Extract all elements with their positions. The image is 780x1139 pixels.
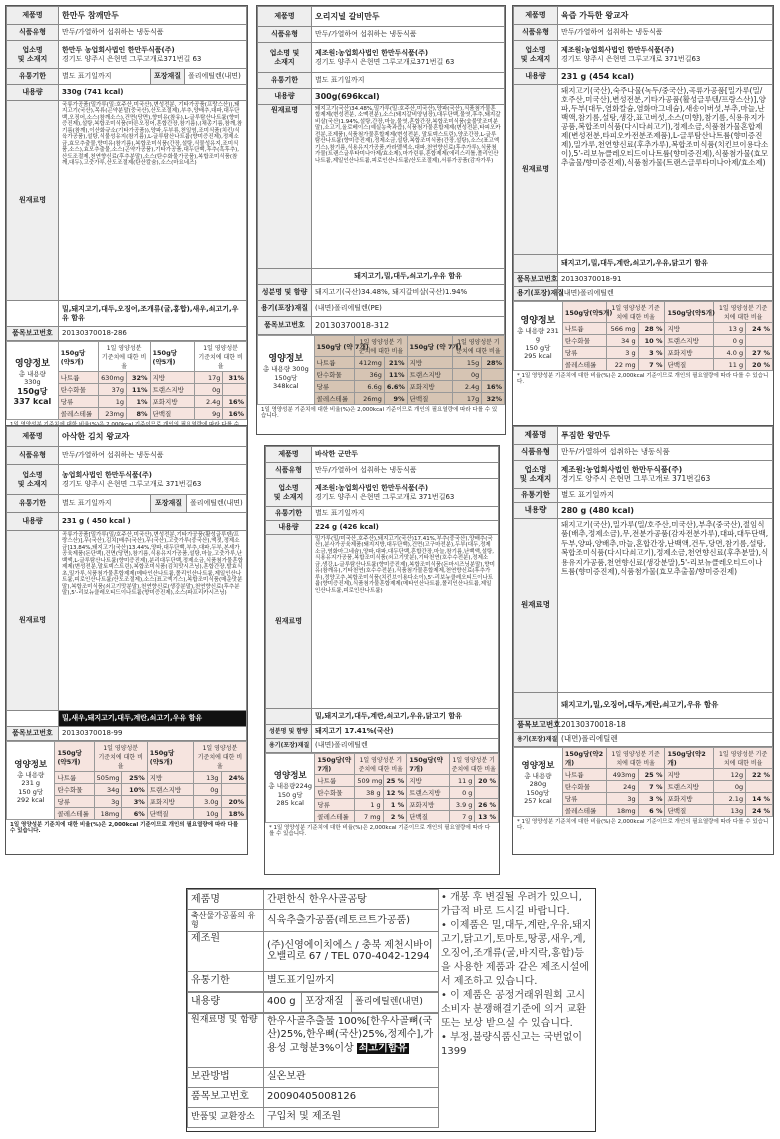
expiry-value: 별도 표기일까지	[558, 489, 773, 503]
label-panel-4	[5, 425, 248, 855]
product-name-label: 제품명	[514, 427, 558, 445]
nutr-col2-note: 1일 영양성분 기준치에 대한 비율	[714, 748, 773, 769]
type-label: 식품유형	[514, 445, 558, 461]
maker-address: 경기도 양주시 은현면 그루고개로 371번길63	[561, 473, 711, 483]
ingredients-text: 돼지고기(국산),숙주나물(녹두/중국산),곡류가공품[밀가루(밀/호주산,미국산),변성전분,기타가공품(활성글루텐/프랑스산)],양파,두부(대두,염화칼슘,염화마그네슘),새송이버섯,부추,마늘,난백액,참기름,설탕,생강,표고버섯,소스(미향),참기름,식용유지가공품,복합조미식품(다시다쇠고기),정제소금,식품첨가물혼합제제(변성전분,타피오카전분조제품),L-글루탐산나트륨(향미증진제),밀가루,천연향신료(후추가루),복합조미식품(치킨브이용다소이),5'-리보뉴클레오티드이나트륨(향미증진제),식품첨가물(효모추출물/향미증진제),식품첨가물(트랜스글루타미나아제/효소제)	[558, 85, 773, 255]
type-label: 식품유형	[514, 25, 558, 41]
product-name: 육즙 가득한 왕교자	[558, 7, 773, 25]
type-value: 만두/가열하여 섭취하는 냉동식품	[312, 463, 499, 479]
report-number: 20130370018-99	[59, 727, 247, 741]
type-label: 식품유형	[7, 25, 59, 41]
main-ingredient-value: 돼지고기(국산)34.48%, 돼지갈비살(국산)1.94%	[312, 285, 505, 301]
nutrition-note: 1일 영양성분 기준치에 대한 비율(%)은 2,000kcal 기준이므로 개인의 필요열량에 따라 다를 수 있습니다.	[10, 822, 239, 835]
maker-name: 제조원:농업회사법인 한만두식품(주)	[561, 46, 675, 55]
maker-label: 업소명 및 소재지	[514, 461, 558, 489]
nutr-row: 당류 3 g 3 % 포화지방 4.0 g 27 %	[514, 347, 773, 359]
info-value: 식육추출가공품(레토르트가공품)	[264, 910, 439, 932]
product-name-label: 제품명	[258, 7, 312, 27]
nutrition-note: * 1일 영양성분 기준치에 대한 비율(%)은 2,000kcal 기준이므로 개인의 필요열량에 따라 다를 수 있습니다.	[269, 825, 491, 838]
nutrition-title: 영양정보	[14, 358, 50, 369]
nutrition-note: 1일 영양성분 기준치에 대한 비율(%)은 2,000kcal 기준이므로 개인의 필요열량에 따라 다를 수 있습니다.	[261, 407, 498, 420]
maker-name: 제조원:농업회사법인 한만두식품(주)	[561, 464, 683, 474]
qty-label: 내용량	[514, 69, 558, 85]
info-value: 실온보관	[264, 1067, 439, 1087]
nutr-col2-note: 1일 영양성분 기준치에 대한 비율	[193, 742, 246, 772]
ingredients-label: 원재료명	[258, 105, 312, 269]
report-number: 20130370018-18	[558, 719, 773, 733]
maker-label: 업소명 및 소재지	[266, 479, 312, 507]
allergen-text: 밀,돼지고기,대두,오징어,조개류(굴,홍합),새우,쇠고기,우유 함유	[59, 301, 247, 327]
nutr-row: 나트륨 505mg 25% 지방 13g 24%	[7, 772, 247, 784]
ingredients-text: 돼지고기(국산)34.48%,밀가루(밀:호주산,미국산),양파(국산),식품첨가물혼합제제(변성전분, 소맥전분),소스(돼지갈비양념장),대두단백,물엿,후추,돼지갈비살(국산)1.94%,설탕,간장,마늘,물엿,혼합간장,복합조미식품(숯불맛조미분말),소고기,올로베이스(예실농축과즙),식품첨가물혼합제제(변성전분,타피오카전분,조제품),식품첨가물혼합제제(변성전분, 말토덱스트린),양조간장,L-글루탐산나트륨(향미증진제),정제소금,설탕,복합조미식품(간장,설탕),소스(표고엑기스),참기름,식용유지가공품,카라멜색소,대파,천연향신료(후추가루),식품첨가물(트랜스글루타미나아제/효소제),마가린류,혼합제제(에리스리톨,폴리인산나트륨,제일인산나트륨,피로인산나트륨/산도조절제),서류가공품(감자가루)	[312, 105, 505, 269]
nutrition-table	[265, 753, 499, 823]
nutrition-title: 영양정보	[268, 353, 304, 364]
product-name-label: 제품명	[7, 7, 59, 25]
nutrition-total: 총 내용량 300g 150g당 348kcal	[262, 364, 309, 390]
nutrition-total: 총 내용량 280g 150g당 257 kcal	[524, 772, 552, 805]
qty-label: 내용량	[514, 503, 558, 519]
qty-value: 300g(696kcal)	[312, 89, 505, 105]
nutr-col2-head: 150g당 (약5개)	[150, 342, 195, 372]
label-panel-7	[186, 888, 596, 1132]
allergen-text: 밀,돼지고기,대두,계란,쇠고기,우유,닭고기 함유	[312, 709, 499, 725]
expiry-value: 별도 표기일까지	[59, 69, 151, 85]
nutr-row: 콜레스테롤 18mg 6 % 단백질 13g 24 %	[514, 805, 773, 817]
ingredients-label: 원재료명	[514, 519, 558, 693]
nutr-row: 탄수화물 24g 7 % 트랜스지방 0g	[514, 781, 773, 793]
nutr-row: 나트륨 493mg 25 % 지방 12g 22 %	[514, 769, 773, 781]
note-item: • 부정,불량식품신고는 국번없이 1399	[441, 1032, 583, 1057]
nutr-col2-head: 150g당(약5개)	[665, 302, 714, 323]
ingredients-label: 원재료명	[266, 535, 312, 709]
nutr-col1-note: 1일 영양성분 기준치에 대한 비율	[98, 342, 150, 372]
product-name: 아삭한 김치 왕교자	[59, 427, 247, 447]
nutr-col1-note: 1일 영양성분 기준치에 대한 비율	[355, 336, 407, 357]
nutr-col1-head: 150g당(약7개)	[315, 754, 355, 775]
nutrition-title: 영양정보	[520, 315, 556, 326]
allergen-text: 돼지고기,밀,대두,계란,쇠고기,우유,닭고기 함유	[558, 255, 773, 273]
nutr-row: 콜레스테롤 26mg 9% 단백질 17g 32%	[258, 393, 505, 405]
product-name: 바삭한 군만두	[312, 447, 499, 463]
label-panel-1	[5, 5, 248, 435]
pack-value: (내면)폴리에틸렌(PE)	[312, 301, 505, 317]
ingredients-label: 원재료명	[7, 101, 59, 301]
product-name-label: 제품명	[514, 7, 558, 25]
nutr-row: 나트륨 630mg 32% 지방 17g 31%	[7, 372, 247, 384]
expiry-label: 유통기한	[258, 73, 312, 89]
nutr-row: 탄수화물 38 g 12 % 트랜스지방 0 g	[266, 787, 499, 799]
info-label: 제품명	[188, 890, 264, 910]
qty-label: 내용량	[7, 513, 59, 531]
ingredients-text: 국류가공품(밀가루(밀:호주산,미국산),변성전분, 기타가공품(프랑스산)),돼지고기(국산),목류(곤약분말(중국산),산도조절제),부추,양배추,대파,대두단백,오징어,소스(참깨소스),건면(당면),향미유(참유),L-글루탐산나트륨(향미증진제),설탕,복합조미식품(마른오징어,혼합간장,참기름),(채종기름,참깨,참기름(참깨),이산화규소(기타가공품)),양파,두부류,천일염,조미식품(치킨/식육가공품),설탕,식물성유지(참기름),L-글루탐산나트륨(향미증진제),정제소금,효모추출물,향미유(참기름),복합조미식품(간장,설탕,식물성유지,조미식품,소스),효모추출물,소스(곤약가공품),기타가공품,대두단백,후추(흑후추),산도조절제,천연향신료(후추분말),소스(탄수화물가공품),복합조미식품(참깨,대두),고춧가루,산도조절제(탄산칼슘),소스(마요네즈)	[59, 101, 247, 301]
nutr-row: 탄수화물 34 g 10 % 트랜스지방 0 g	[514, 335, 773, 347]
qty-value: 330g (741 kcal)	[59, 85, 247, 101]
nutr-row: 당류 3g 3% 포화지방 3.0g 20%	[7, 796, 247, 808]
nutr-row: 당류 1 g 1 % 포화지방 3.9 g 26 %	[266, 799, 499, 811]
nutrition-total: 총 내용량 231 g 150 g당 295 kcal	[517, 326, 559, 360]
main-ingredient-label: 성분명 및 함량	[266, 725, 312, 739]
pack-label: 포장재질	[150, 495, 186, 513]
info-value: (주)신영에이치에스 / 충북 제천시바이오밸리로 67 / TEL 070-4042-1294	[264, 931, 439, 971]
pack-label: 포장재질	[302, 992, 352, 1012]
report-label: 품목보고번호	[7, 727, 59, 741]
ingredients-text: 곡류가공품[밀가루(밀/호주산,미국산),변성전분,기타가공품(활성글루텐/프랑스산)],무(국산),김치[배추(국산),무(국산),고춧가루(중국산),액젓,정제소금]13.84%,돼지고기(국산)13.44%,양파,대두단백,부추,대파,두부,본셰가공육제품(돈단백),건면(당면),참기름,식용유지가공품,설탕,마늘,고춧가루,난백액,L-글루탐산나트륨(향미증진제),분리대두단백,정제소금,식품첨가물혼합제제(변성전분,말토덱스트린),복합조미식품(김치맛시즈닝),혼합간장,발효식초,밀가루,식품첨가물혼합제제(메타인산나트륨,폴리인산나트륨,제일인산나트륨,피로인산나트륨/산도조절제),소스(표고엑기스),복합조미식품(매운맛분말),복합조미식품(쇠고기맛분말),천연향신료(생강분말),천연향신료(후추분말),5'-리보뉴클레오티드이나트륨(향미증진제),소스(파프리카시즈닝)	[59, 531, 247, 711]
qty-label: 내용량	[188, 992, 264, 1012]
nutr-col2-note: 1일 영양성분 기준치에 대한 비율	[449, 754, 498, 775]
report-number: 20130370018-286	[59, 327, 247, 341]
nutr-row: 콜레스테롤 18mg 6% 단백질 10g 18%	[7, 808, 247, 820]
pack-label: 용기(포장)재질	[266, 739, 312, 753]
product-name-label: 제품명	[7, 427, 59, 447]
expiry-label: 유통기한	[7, 495, 59, 513]
qty-value: 400 g	[264, 992, 302, 1012]
product-name: 오리지널 갈비만두	[312, 7, 505, 27]
nutrition-table	[513, 747, 773, 817]
info-label: 제조원	[188, 931, 264, 971]
nutr-col1-note: 1일 영양성분 기준치에 대한 비율	[355, 754, 407, 775]
nutrition-table	[6, 341, 247, 420]
info-value: 구입처 및 제조원	[264, 1107, 439, 1127]
nutrition-table	[257, 335, 505, 405]
note-item: • 이제품은 밀,대두,계란,우유,돼지고기,닭고기,토마토,땅콩,새우,게,오징어,조개류(굴,바지락,홍합)등을 사용한 제품과 같은 제조시설에서 제조하고 있습니다.	[441, 920, 592, 987]
nutr-row: 나트륨 412mg 21% 지방 15g 28%	[258, 357, 505, 369]
nutr-col2-note: 1일 영양성분 기준치에 대한 비율	[452, 336, 504, 357]
main-ingredient-label: 성분명 및 함량	[258, 285, 312, 301]
maker-label: 업소명 및 소재지	[258, 43, 312, 73]
maker-label: 업소명 및 소재지	[514, 41, 558, 69]
report-number: 20130370018-312	[312, 317, 505, 335]
nutrition-note: * 1일 영양성분 기준치에 대한 비율(%)은 2,000kcal 기준이므로 개인의 필요열량에 따라 다를 수 있습니다.	[517, 819, 769, 832]
report-label: 품목보고번호	[514, 719, 558, 733]
pack-label: 용기(포장)재질	[514, 733, 558, 747]
nutrition-serving: 150g당 337 kcal	[13, 386, 52, 406]
report-number: 20130370018-91	[558, 273, 773, 287]
type-value: 만두/가열하여 섭취하는 냉동식품	[59, 447, 247, 465]
type-value: 만두/가열하여 섭취하는 냉동식품	[59, 25, 247, 41]
allergen-text: 밀,새우,돼지고기,대두,계란,쇠고기,우유 함유	[59, 711, 247, 727]
qty-value: 224 g (426 kcal)	[312, 521, 499, 535]
pack-label: 용기(포장)재질	[258, 301, 312, 317]
main-ingredient-value: 돼지고기 17.41%(국산)	[312, 725, 499, 739]
pack-value: (내면)폴리에틸렌	[558, 733, 773, 747]
nutr-row: 탄수화물 34g 10% 트랜스지방 0g	[7, 784, 247, 796]
qty-label: 내용량	[7, 85, 59, 101]
nutr-row: 당류 1g 1% 포화지방 2.4g 16%	[7, 396, 247, 408]
maker-label: 업소명 및 소재지	[7, 465, 59, 495]
type-value: 만두/가열하여 섭취하는 냉동식품	[558, 25, 773, 41]
ingredients-text: 한우사골추출물 100%[한우사골뼈(국산)25%,한우뼈(국산)25%,정제수],가용성 고형분3%이상	[267, 1015, 434, 1054]
info-value: 간편한식 한우사골곰탕	[264, 890, 439, 910]
label-panel-2	[256, 5, 506, 435]
nutrition-total: 총 내용량224g 150 g당 285 kcal	[268, 782, 313, 807]
nutr-col1-head: 150g당 (약5개)	[55, 742, 94, 772]
info-value: 별도표기일까지	[264, 971, 439, 991]
label-panel-5	[264, 445, 500, 875]
nutrition-title: 영양정보	[273, 771, 307, 781]
nutr-col1-head: 150g당 (약 7개)	[314, 336, 355, 357]
info-label: 품목보고번호	[188, 1087, 264, 1107]
nutr-col1-head: 150g당(약2개)	[562, 748, 606, 769]
ingredients-label: 원재료명	[7, 531, 59, 711]
nutr-col2-note: 1일 영양성분 기준치에 대한 비율	[195, 342, 247, 372]
nutr-row: 탄수화물 37g 11% 트랜스지방 0g	[7, 384, 247, 396]
expiry-value: 별도 표기일까지	[59, 495, 151, 513]
nutr-col2-note: 1일 영양성분 기준치에 대한 비율	[714, 302, 773, 323]
maker-name: 한만두 농업회사법인 한만두식품(주)	[62, 46, 175, 55]
product-name: 한만두 참깨만두	[59, 7, 247, 25]
qty-value: 231 g ( 450 kcal )	[59, 513, 247, 531]
type-value: 만두/가열하여 섭취하는 냉동식품	[558, 445, 773, 461]
notes-column	[441, 891, 593, 1059]
nutr-col1-head: 150g당(약5개)	[562, 302, 606, 323]
note-item: • 개봉 후 변질될 우려가 있으니, 가급적 바로 드시길 바랍니다.	[441, 892, 582, 917]
maker-name: 제조원:농업회사법인 한만두식품(주)	[315, 49, 429, 58]
report-label: 품목보고번호	[258, 317, 312, 335]
nutr-col2-head: 150g당(약2개)	[665, 748, 714, 769]
nutr-col2-head: 150g당 (약 7개)	[407, 336, 452, 357]
expiry-label: 유통기한	[266, 507, 312, 521]
qty-value: 231 g (454 kcal)	[558, 69, 773, 85]
type-label: 식품유형	[266, 463, 312, 479]
type-label: 식품유형	[7, 447, 59, 465]
label-panel-3	[512, 5, 774, 435]
allergen-text: 쇠고기함유	[358, 1042, 408, 1054]
ingredients-label: 원재료명 및 함량	[188, 1013, 264, 1067]
info-value: 20090405008126	[264, 1087, 439, 1107]
nutr-col2-head: 150g당(약7개)	[407, 754, 449, 775]
nutrition-title: 영양정보	[521, 761, 555, 771]
note-item: • 이 제품은 공정거래위원회 고시 소비자 분쟁해결기준에 의거 교환 또는 보상 받으실 수 있습니다.	[441, 990, 586, 1029]
nutrition-note: * 1일 영양성분 기준치에 대한 비율(%)은 2,000kcal 기준이므로 개인의 필요열량에 따라 다를 수 있습니다.	[517, 373, 769, 386]
allergen-text: 돼지고기,밀,대두,쇠고기,우유 함유	[312, 269, 505, 285]
product-name: 푸짐한 왕만두	[558, 427, 773, 445]
qty-label: 내용량	[258, 89, 312, 105]
nutr-col1-note: 1일 영양성분 기준치에 대한 비율	[606, 302, 665, 323]
info-label: 반품및 교환장소	[188, 1107, 264, 1127]
maker-address: 경기도 양주시 은현면 그루고개로 371번길63	[561, 54, 701, 63]
label-panel-6	[512, 425, 774, 855]
nutrition-total: 총 내용량 231 g 150 g당 292 kcal	[16, 770, 45, 804]
nutr-col2-head: 150g당 (약5개)	[147, 742, 193, 772]
product-name-label: 제품명	[266, 447, 312, 463]
maker-name: 농업회사법인 한만두식품(주)	[62, 471, 152, 480]
nutr-col1-head: 150g당 (약5개)	[58, 342, 98, 372]
pack-value: (내면)폴리에틸렌	[312, 739, 499, 753]
nutr-row: 당류 3g 3 % 포화지방 2.1g 14 %	[514, 793, 773, 805]
nutr-row: 나트륨 566 mg 28 % 지방 13 g 24 %	[514, 323, 773, 335]
pack-label: 용기(포장)재질	[514, 287, 558, 301]
expiry-value: 별도 표기일까지	[312, 507, 499, 521]
ingredients-text: 밀가루(밀/미국산,호주산),돼지고기(국산)17.41%,부추(중국산),양배추(국산),분사가공육제품(돼지지방,대두단백),건면(고구마전분),두부(대두,정제소금,염화마그네슘),양파,대파,대두단백,혼합간장,마늘,참기름,난백액,설탕,식용유지가공품,복합조미식품(쇠고기맛분),기타천연(호수수전분),정제소금,생강,L-글루탐산나트륨(향미증진제),복합조미식품(돈마시즈닝분말),향미유(참깨유),기타천연(호수수전분),식품첨가물혼합제제,천연향신료(후추가루),정양고추,복합조미식품(치킨브이용다소이),5'-리보뉴클레오티드이나트륨(향미증진제),식품첨가물혼합제제(메타인산나트륨,폴리인산나트륨,제일인산나트륨,피로인산나트륨)	[312, 535, 499, 709]
nutr-col1-note: 1일 영양성분 기준치에 대한 비율	[606, 748, 665, 769]
qty-value: 280 g (480 kcal)	[558, 503, 773, 519]
nutrition-total: 총 내용량 330g	[18, 369, 46, 386]
pack-value: 폴리에틸렌(내면)	[185, 69, 247, 85]
nutr-row: 탄수화물 36g 11% 트랜스지방 0g	[258, 369, 505, 381]
report-label: 품목보고번호	[7, 327, 59, 341]
expiry-label: 유통기한	[514, 489, 558, 503]
qty-label: 내용량	[266, 521, 312, 535]
maker-name: 제조원:농업회사법인 한만두식품(주)	[315, 484, 429, 493]
maker-address: 경기도 양주시 은현면 그루고개로371번길 63	[315, 57, 455, 66]
ingredients-text: 돼지고기(국산),밀가루(밀/호주산,미국산),부추(중국산),절임식품(배추,정제소금),무,전분가공품(감자전분가루),대파,대두단백,두부,양파,양배추,마늘,혼합간장,난백액,건두,당면,참기름,설탕,복합조미식품(다시다쇠고기),정제소금,천연향신료(후추분말),식용유지가공품,천연향신료(생강분말),5'-리보뉴클레오티드이나트륨(향미증진제),식품첨가물(효모추출물/향미증진제)	[558, 519, 773, 693]
report-label: 품목보고번호	[514, 273, 558, 287]
nutrition-table	[6, 741, 247, 820]
pack-value: 폴리에틸렌(내면)	[352, 992, 439, 1012]
ingredients-label: 원재료명	[514, 85, 558, 255]
type-value: 만두/가열하여 섭취하는 냉동식품	[312, 27, 505, 43]
maker-address: 경기도 양주시 은현면 그루고개로 371번길63	[315, 492, 455, 501]
info-label: 보관방법	[188, 1067, 264, 1087]
nutr-row: 콜레스테롤 7 mg 2 % 단백질 7 g 13 %	[266, 811, 499, 823]
nutrition-title: 영양정보	[14, 759, 48, 770]
nutr-row: 당류 6.6g 6.6% 포화지방 2.4g 16%	[258, 381, 505, 393]
nutr-row: 나트륨 509 mg 25 % 지방 11 g 20 %	[266, 775, 499, 787]
info-label: 축산물가공품의 유형	[188, 910, 264, 932]
nutr-row: 콜레스테롤 23mg 8% 단백질 9g 16%	[7, 408, 247, 420]
expiry-label: 유통기한	[7, 69, 59, 85]
maker-label: 업소명 및 소재지	[7, 41, 59, 69]
info-label: 유통기한	[188, 971, 264, 991]
allergen-text: 돼지고기,밀,오징어,대두,계란,쇠고기,우유 함유	[558, 693, 773, 719]
maker-address: 경기도 양주시 은현면 그루고개로371번길 63	[62, 54, 202, 63]
maker-address: 경기도 양주시 은현면 그루고개로 371번길63	[62, 479, 202, 488]
pack-value: 폴리에틸렌(내면)	[186, 495, 246, 513]
type-label: 식품유형	[258, 27, 312, 43]
pack-value: (내면)폴리에틸렌	[558, 287, 773, 301]
nutr-col1-note: 1일 영양성분 기준치에 대한 비율	[94, 742, 147, 772]
expiry-value: 별도 표기일까지	[312, 73, 505, 89]
pack-label: 포장재질	[151, 69, 185, 85]
nutr-row: 콜레스테롤 22 mg 7 % 단백질 11 g 20 %	[514, 359, 773, 371]
nutrition-table	[513, 301, 773, 371]
